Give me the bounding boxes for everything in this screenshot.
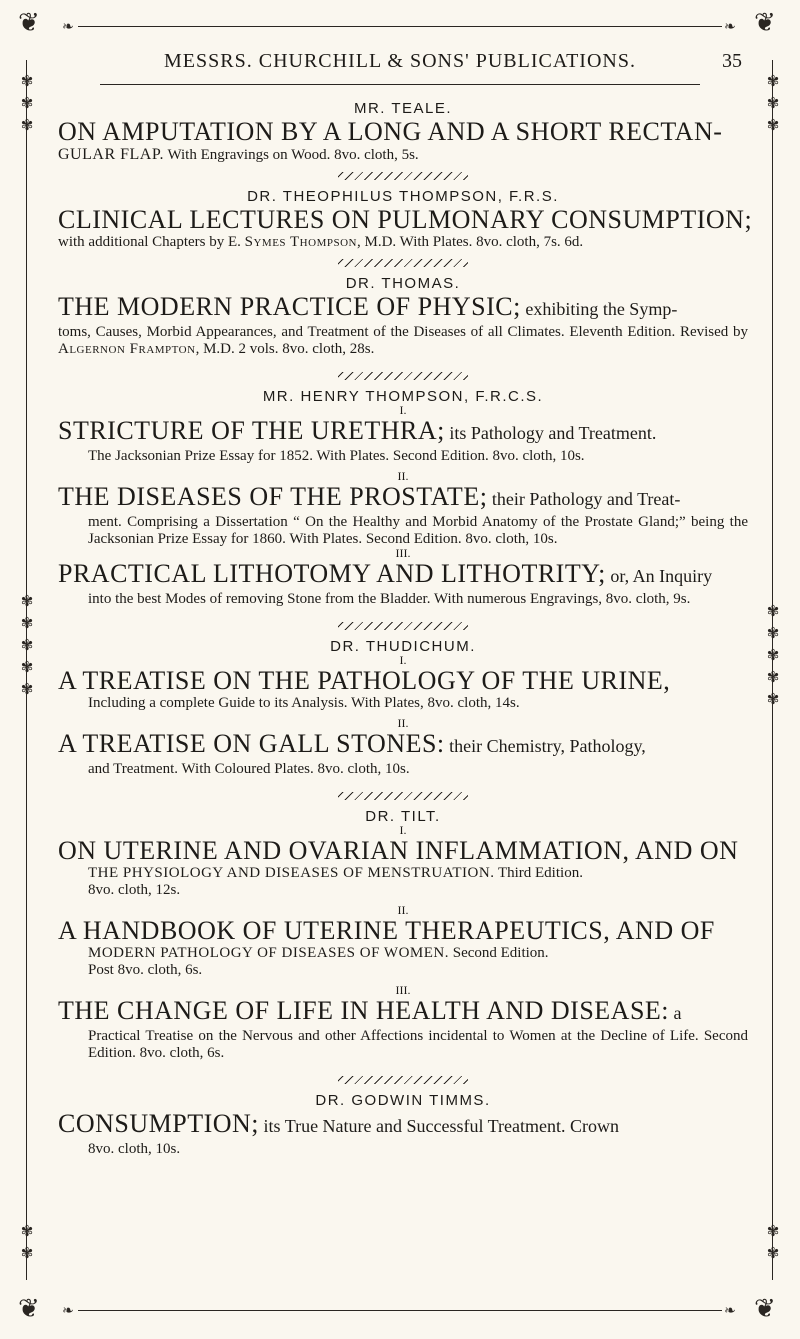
title-text: CLINICAL LECTURES ON PULMONARY CONSUMPTION; <box>58 205 753 234</box>
left-vine-bottom <box>18 1220 36 1264</box>
left-vine-middle <box>18 590 36 700</box>
section-henry-thompson <box>58 388 748 608</box>
description-text: With Engravings on Wood. 8vo. cloth, 5s. <box>167 147 419 163</box>
right-vine-bottom <box>764 1220 782 1264</box>
work-description: ment. Comprising a Dissertation “ On the Healthy and Morbid Anatomy of the Prostate Gland;” being the Jacksonian Prize Essay for 1860. With Plates. Second Edition. 8vo. cloth, 10s. <box>88 514 748 547</box>
page-number: 35 <box>722 50 742 72</box>
work-subtitle <box>58 945 748 962</box>
work-title <box>58 416 748 448</box>
work-description <box>58 234 748 251</box>
corner-flourish-icon: ❦ <box>18 8 40 38</box>
author-heading: DR. TILT. <box>365 808 441 825</box>
vine-icon: ✾ <box>766 624 780 642</box>
vine-icon: ✾ <box>766 690 780 708</box>
title-text: THE MODERN PRACTICE OF PHYSIC; <box>58 292 521 321</box>
work-description: 8vo. cloth, 12s. <box>88 882 181 898</box>
header-rule <box>100 84 700 85</box>
right-vine-middle <box>764 600 782 710</box>
catalogue-content <box>58 100 753 1158</box>
title-tail: a <box>669 1003 682 1023</box>
vine-icon: ✾ <box>20 94 34 112</box>
author-heading: DR. THEOPHILUS THOMPSON, F.R.S. <box>247 188 559 205</box>
top-rule <box>78 26 722 27</box>
subtitle-tail: Second Edition. <box>448 945 549 961</box>
work-title <box>58 996 748 1028</box>
running-header: MESSRS. CHURCHILL & SONS' PUBLICATIONS. <box>164 50 636 72</box>
description-text: toms, Causes, Morbid Appearances, and Treatment of the Diseases of all Climates. Eleventh Edition. Revised by <box>58 324 748 340</box>
vine-icon: ✾ <box>20 658 34 676</box>
vine-icon: ✾ <box>766 1222 780 1240</box>
work-number: II. <box>397 469 409 483</box>
title-continuation: GULAR FLAP. <box>58 146 164 163</box>
editor-name: Symes Thompson <box>244 234 357 250</box>
corner-flourish-icon: ❦ <box>754 1294 776 1324</box>
work-description: and Treatment. With Coloured Plates. 8vo. cloth, 10s. <box>88 761 410 777</box>
subtitle-tail: Third Edition. <box>494 865 583 881</box>
leaf-icon: ❧ <box>62 19 74 35</box>
section-divider <box>338 172 468 180</box>
work-title <box>58 666 748 695</box>
leaf-icon: ❧ <box>724 1303 736 1319</box>
work-subtitle <box>58 865 748 882</box>
title-text: PRACTICAL LITHOTOMY AND LITHOTRITY; <box>58 559 606 588</box>
work-number: I. <box>399 823 407 837</box>
work-title <box>58 836 748 865</box>
work-title <box>58 1109 748 1141</box>
leaf-icon: ❧ <box>62 1303 74 1319</box>
work-description: into the best Modes of removing Stone from the Bladder. With numerous Engravings, 8vo. cloth, 9s. <box>88 591 691 607</box>
author-heading: DR. THUDICHUM. <box>330 638 476 655</box>
section-godwin-timms <box>58 1092 748 1158</box>
vine-icon: ✾ <box>20 1222 34 1240</box>
right-vine-top <box>764 70 782 136</box>
author-heading: DR. GODWIN TIMMS. <box>315 1092 491 1109</box>
work-description: 8vo. cloth, 10s. <box>88 1141 181 1157</box>
vine-icon: ✾ <box>766 668 780 686</box>
vine-icon: ✾ <box>766 116 780 134</box>
work-number: II. <box>397 716 409 730</box>
work-number: I. <box>399 653 407 667</box>
vine-icon: ✾ <box>20 1244 34 1262</box>
work-description: Practical Treatise on the Nervous and other Affections incidental to Women at the Decline of Life. Second Edition. 8vo. cloth, 6s. <box>88 1028 748 1061</box>
description-text: , M.D. With Plates. 8vo. cloth, 7s. 6d. <box>356 234 584 250</box>
section-divider <box>338 792 468 800</box>
work-title <box>58 916 748 945</box>
vine-icon: ✾ <box>766 602 780 620</box>
title-text: A TREATISE ON THE PATHOLOGY OF THE URINE, <box>58 666 671 695</box>
work-description <box>58 324 748 358</box>
vine-icon: ✾ <box>20 680 34 698</box>
section-divider <box>338 372 468 380</box>
vine-icon: ✾ <box>20 592 34 610</box>
title-text: ON UTERINE AND OVARIAN INFLAMMATION, AND ON <box>58 836 739 865</box>
vine-icon: ✾ <box>20 116 34 134</box>
title-text: A TREATISE ON GALL STONES: <box>58 729 445 758</box>
description-text: , M.D. 2 vols. 8vo. cloth, 28s. <box>195 341 375 357</box>
title-tail: their Pathology and Treat- <box>487 489 681 509</box>
title-tail: or, An Inquiry <box>605 566 713 586</box>
work-title <box>58 117 748 146</box>
section-divider <box>338 622 468 630</box>
vine-icon: ✾ <box>766 1244 780 1262</box>
work-title <box>58 482 748 514</box>
work-number: III. <box>395 546 411 560</box>
title-tail: their Chemistry, Pathology, <box>444 736 646 756</box>
corner-flourish-icon: ❦ <box>18 1294 40 1324</box>
section-teale <box>58 100 748 164</box>
description-text: with additional Chapters by E. <box>58 234 245 250</box>
title-tail: exhibiting the Symp- <box>520 299 678 319</box>
subtitle-text: THE PHYSIOLOGY AND DISEASES OF MENSTRUATION. <box>88 865 495 881</box>
vine-icon: ✾ <box>766 94 780 112</box>
vine-icon: ✾ <box>20 72 34 90</box>
work-description: Post 8vo. cloth, 6s. <box>88 962 203 978</box>
section-divider <box>338 1076 468 1084</box>
corner-flourish-icon: ❦ <box>754 8 776 38</box>
work-title <box>58 729 748 761</box>
author-heading: DR. THOMAS. <box>345 275 461 292</box>
work-description: The Jacksonian Prize Essay for 1852. With Plates. Second Edition. 8vo. cloth, 10s. <box>88 448 585 464</box>
vine-icon: ✾ <box>766 646 780 664</box>
work-title <box>58 205 753 234</box>
work-number: I. <box>399 403 407 417</box>
title-tail: its True Nature and Successful Treatment. Crown <box>259 1116 620 1136</box>
work-number: III. <box>395 983 411 997</box>
work-description <box>58 146 748 164</box>
title-tail: its Pathology and Treatment. <box>444 423 657 443</box>
left-vine-top <box>18 70 36 136</box>
work-description: Including a complete Guide to its Analysis. With Plates, 8vo. cloth, 14s. <box>88 695 520 711</box>
author-heading: MR. TEALE. <box>353 100 453 117</box>
work-title <box>58 292 748 324</box>
section-thomas <box>58 275 748 358</box>
leaf-icon: ❧ <box>724 19 736 35</box>
editor-name: Algernon Frampton <box>58 341 196 357</box>
section-thudichum <box>58 638 748 778</box>
title-text: A HANDBOOK OF UTERINE THERAPEUTICS, AND OF <box>58 916 715 945</box>
vine-icon: ✾ <box>20 614 34 632</box>
author-heading: MR. HENRY THOMPSON, F.R.C.S. <box>262 388 544 405</box>
section-tilt <box>58 808 748 1062</box>
section-theophilus-thompson <box>58 188 753 251</box>
title-text: CONSUMPTION; <box>58 1109 260 1138</box>
title-text: ON AMPUTATION BY A LONG AND A SHORT RECTAN- <box>58 117 723 146</box>
work-number: II. <box>397 903 409 917</box>
bottom-rule <box>78 1310 722 1311</box>
title-text: STRICTURE OF THE URETHRA; <box>58 416 445 445</box>
vine-icon: ✾ <box>20 636 34 654</box>
title-text: THE DISEASES OF THE PROSTATE; <box>58 482 488 511</box>
vine-icon: ✾ <box>766 72 780 90</box>
subtitle-text: MODERN PATHOLOGY OF DISEASES OF WOMEN. <box>88 945 449 961</box>
section-divider <box>338 259 468 267</box>
work-title <box>58 559 748 591</box>
title-text: THE CHANGE OF LIFE IN HEALTH AND DISEASE: <box>58 996 670 1025</box>
